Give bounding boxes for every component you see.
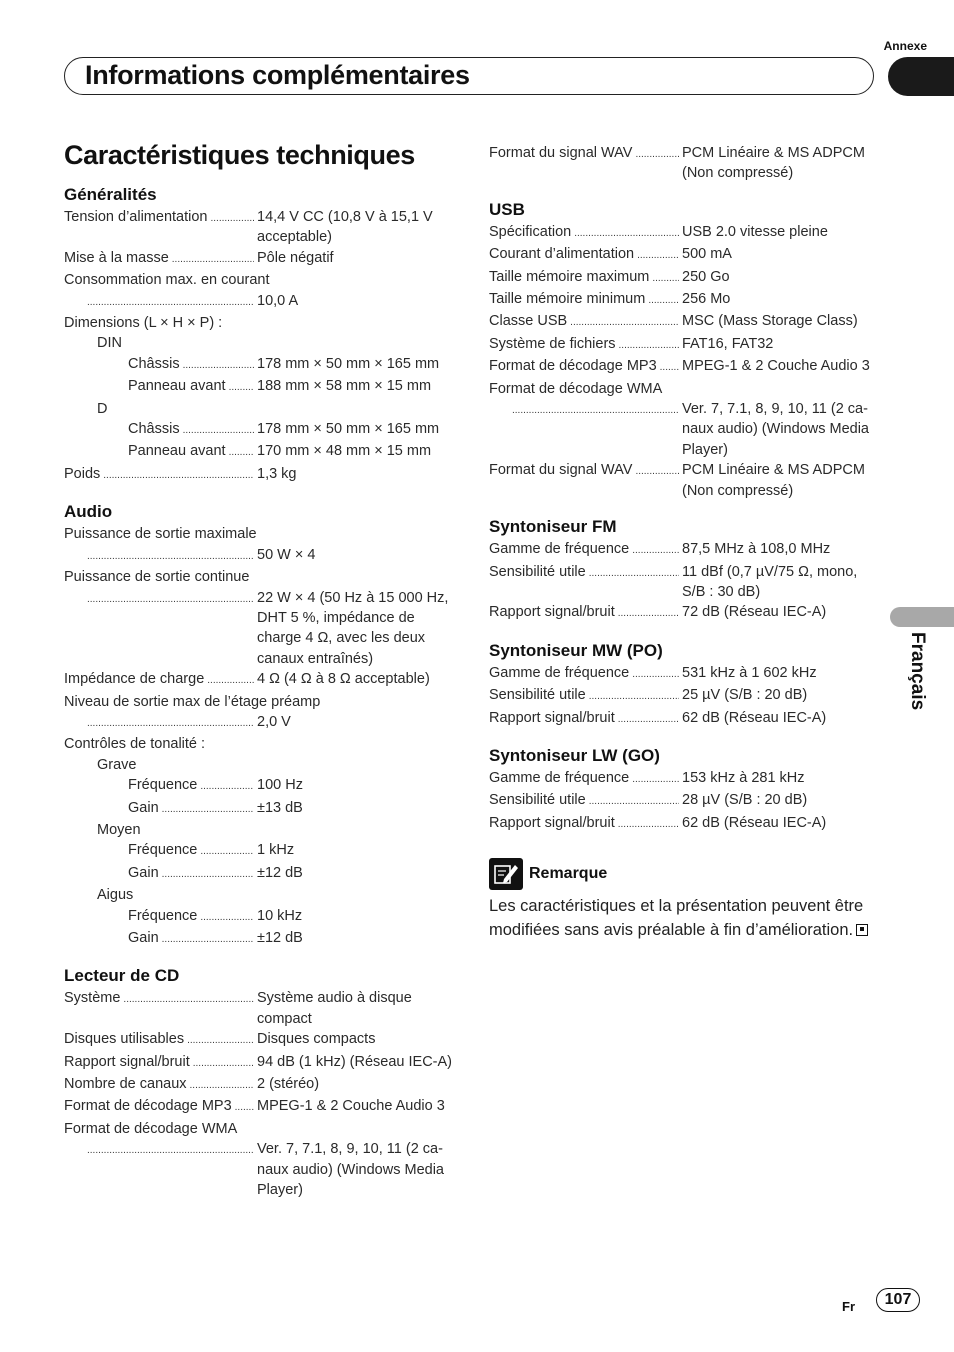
dot-leader [637, 244, 679, 266]
note-header [489, 858, 607, 890]
spec-label-cell [64, 988, 257, 1010]
spec-label: Format du signal WAV [489, 145, 633, 161]
spec-row [64, 712, 454, 734]
spec-value: 28 µV (S/B : 20 dB) [682, 792, 808, 809]
spec-value: 1,3 kg [257, 465, 297, 482]
spec-row [64, 376, 454, 398]
spec-label-cell [64, 1096, 257, 1118]
spec-label-cell [128, 906, 257, 928]
spec-value: 62 dB (Réseau IEC-A) [682, 709, 827, 726]
spec-value: 22 W × 4 (50 Hz à 15 000 Hz, DHT 5 %, impédance de charge 4 Ω, avec les deux canaux entraînés) [257, 589, 449, 667]
dot-leader [87, 545, 254, 567]
dot-leader [660, 356, 679, 378]
spec-value: 62 dB (Réseau IEC-A) [682, 814, 827, 831]
spec-label: Format de décodage WMA [489, 380, 663, 397]
spec-row [64, 567, 454, 587]
spec-label-cell [128, 863, 257, 885]
section-heading: Audio [64, 502, 113, 522]
spec-row [489, 539, 879, 561]
dot-leader [162, 863, 254, 885]
spec-value: Ver. 7, 7.1, 8, 9, 10, 11 (2 ca-naux audio) (Windows Media Player) [682, 401, 869, 458]
spec-label-cell [84, 1139, 257, 1161]
spec-label-cell [489, 143, 682, 165]
spec-row [64, 1139, 454, 1200]
dot-leader [87, 712, 254, 734]
dot-leader [618, 708, 679, 730]
spec-row [489, 708, 879, 730]
spec-row [64, 1096, 454, 1118]
spec-label: Sensibilité utile [489, 687, 586, 704]
page-title: Caractéristiques techniques [64, 140, 415, 170]
spec-label-cell [509, 399, 682, 421]
spec-row [64, 840, 454, 862]
spec-label-cell [84, 712, 257, 734]
spec-label: Tension d’alimentation [64, 209, 208, 225]
dot-leader [200, 775, 254, 797]
spec-row [64, 441, 454, 463]
spec-value: USB 2.0 vitesse pleine [682, 223, 828, 240]
spec-label: Consommation max. en courant [64, 272, 270, 289]
note-text [489, 895, 869, 942]
spec-row [64, 524, 454, 544]
spec-label: D [97, 400, 108, 417]
note-pencil-icon [489, 858, 523, 890]
spec-row [64, 248, 454, 270]
spec-label-cell [489, 685, 682, 707]
spec-row [489, 289, 879, 311]
spec-value: 188 mm × 58 mm × 15 mm [257, 378, 432, 395]
spec-row [64, 798, 454, 820]
dot-leader [652, 267, 679, 289]
spec-row [489, 399, 879, 460]
spec-row [64, 207, 454, 248]
end-mark-icon [856, 924, 868, 936]
dot-leader [187, 1029, 254, 1051]
dot-leader [618, 813, 679, 835]
spec-label: Taille mémoire maximum [489, 268, 650, 285]
spec-label: Sensibilité utile [489, 792, 586, 809]
spec-row [489, 768, 879, 790]
language-tab [890, 607, 954, 627]
spec-value: 170 mm × 48 mm × 15 mm [257, 443, 432, 460]
spec-label-cell [64, 464, 257, 486]
left-column [64, 183, 454, 1200]
dot-leader [589, 562, 679, 584]
spec-row [489, 311, 879, 333]
dot-leader [574, 222, 679, 244]
spec-label-cell [128, 840, 257, 862]
spec-label-cell [489, 708, 682, 730]
dot-leader [589, 790, 679, 812]
dot-leader [632, 663, 679, 685]
spec-value: ±12 dB [257, 930, 303, 946]
spec-value: MPEG-1 & 2 Couche Audio 3 [257, 1098, 445, 1115]
spec-row [489, 267, 879, 289]
dot-leader [618, 602, 679, 624]
dot-leader [162, 928, 254, 950]
spec-row [64, 906, 454, 928]
spec-label: Gain [128, 864, 159, 881]
spec-label-cell [489, 790, 682, 812]
dot-leader [87, 1139, 254, 1161]
spec-row [64, 692, 454, 712]
spec-value: 2 (stéréo) [257, 1076, 320, 1093]
spec-value: 10,0 A [257, 292, 299, 309]
spec-label: Taille mémoire minimum [489, 291, 646, 308]
spec-label: Système [64, 990, 121, 1007]
section-label: Annexe [883, 39, 927, 53]
spec-value: 4 Ω (4 Ω à 8 Ω acceptable) [257, 671, 430, 688]
spec-label-cell [128, 419, 257, 441]
spec-row [64, 1052, 454, 1074]
spec-value: Pôle négatif [257, 249, 334, 266]
spec-value: Disques compacts [257, 1031, 376, 1048]
spec-label-cell [64, 1029, 257, 1051]
spec-row [64, 1119, 454, 1139]
dot-leader [200, 840, 254, 862]
spec-label: Fréquence [128, 907, 198, 924]
spec-value: 531 kHz à 1 602 kHz [682, 664, 817, 681]
spec-label: Disques utilisables [64, 1031, 185, 1048]
spec-label: Format de décodage WMA [64, 1120, 238, 1137]
spec-label-cell [489, 334, 682, 356]
spec-value: 87,5 MHz à 108,0 MHz [682, 541, 831, 558]
spec-label: Gamme de fréquence [489, 769, 630, 786]
spec-label-cell [489, 602, 682, 624]
dot-leader [570, 311, 679, 333]
spec-label-cell [489, 460, 682, 482]
spec-row [64, 928, 454, 950]
spec-label-cell [489, 813, 682, 835]
spec-label-cell [128, 775, 257, 797]
footer-language: Fr [842, 1299, 855, 1314]
section-heading: Généralités [64, 185, 157, 204]
spec-label-cell [84, 291, 257, 313]
dot-leader [512, 399, 679, 421]
spec-value: 2,0 V [257, 713, 291, 730]
spec-value: 14,4 V CC (10,8 V à 15,1 V acceptable) [257, 209, 433, 246]
spec-row [64, 885, 454, 905]
spec-label: Châssis [128, 355, 180, 372]
dot-leader [648, 289, 679, 311]
spec-value: 250 Go [682, 268, 730, 285]
section-heading: Lecteur de CD [64, 966, 180, 986]
spec-row [489, 143, 879, 184]
spec-value: Système audio à disque compact [257, 990, 412, 1027]
spec-label-cell [489, 311, 682, 333]
spec-label-cell [489, 663, 682, 685]
spec-row [64, 1074, 454, 1096]
spec-label-cell [489, 244, 682, 266]
spec-row [489, 222, 879, 244]
spec-row [489, 602, 879, 624]
spec-row [489, 356, 879, 378]
spec-value: ±12 dB [257, 864, 303, 881]
spec-value: 50 W × 4 [257, 546, 316, 563]
note-title: Remarque [529, 865, 608, 882]
header-banner [64, 57, 874, 95]
spec-label: Fréquence [128, 777, 198, 794]
dot-leader [190, 1074, 254, 1096]
dot-leader [183, 354, 254, 376]
spec-label-cell [84, 588, 257, 610]
spec-value: 11 dBf (0,7 µV/75 Ω, mono, S/B : 30 dB) [682, 563, 858, 600]
spec-label: Sensibilité utile [489, 563, 586, 580]
spec-label-cell [489, 356, 682, 378]
spec-row [64, 291, 454, 313]
spec-row [64, 588, 454, 670]
spec-label: Format de décodage MP3 [489, 358, 657, 375]
spec-label-cell [489, 222, 682, 244]
spec-row [489, 562, 879, 603]
section-heading: Syntoniseur FM [489, 517, 617, 537]
spec-label: Classe USB [489, 313, 568, 330]
spec-label-cell [128, 354, 257, 376]
spec-label: Fréquence [128, 842, 198, 859]
spec-value: 500 mA [682, 246, 732, 263]
spec-row [64, 464, 454, 486]
dot-leader [635, 460, 679, 482]
spec-label: Rapport signal/bruit [489, 604, 615, 621]
spec-label-cell [128, 928, 257, 950]
dot-leader [207, 669, 254, 691]
dot-leader [635, 143, 679, 165]
spec-label-cell [489, 267, 682, 289]
spec-value: 1 kHz [257, 842, 295, 859]
spec-value: 10 kHz [257, 907, 303, 924]
spec-row [64, 863, 454, 885]
dot-leader [87, 588, 254, 610]
spec-label: DIN [97, 335, 122, 352]
spec-value: FAT16, FAT32 [682, 335, 774, 352]
spec-value: PCM Linéaire & MS ADPCM (Non compressé) [682, 462, 865, 499]
spec-value: 25 µV (S/B : 20 dB) [682, 687, 808, 704]
dot-leader [589, 685, 679, 707]
dot-leader [172, 248, 254, 270]
spec-label-cell [84, 545, 257, 567]
spec-label: Gamme de fréquence [489, 541, 630, 558]
spec-row [64, 1029, 454, 1051]
spec-label: Gain [128, 930, 159, 946]
spec-value: ±13 dB [257, 799, 303, 816]
dot-leader [229, 441, 254, 463]
spec-label-cell [128, 441, 257, 463]
spec-label: Contrôles de tonalité : [64, 736, 206, 753]
spec-row [64, 419, 454, 441]
spec-row [489, 460, 879, 501]
spec-row [489, 334, 879, 356]
spec-label: Moyen [97, 821, 141, 838]
spec-row [64, 354, 454, 376]
spec-row [64, 988, 454, 1029]
spec-row [64, 399, 454, 419]
page-number: 107 [876, 1288, 920, 1312]
spec-label: Spécification [489, 223, 572, 240]
header-title: Informations complémentaires [85, 60, 470, 90]
spec-value: 100 Hz [257, 777, 303, 794]
spec-value: 178 mm × 50 mm × 165 mm [257, 421, 440, 438]
spec-label: Puissance de sortie continue [64, 569, 250, 586]
spec-label: Panneau avant [128, 443, 226, 460]
spec-row [64, 734, 454, 754]
dot-leader [210, 207, 254, 229]
spec-label: Châssis [128, 421, 180, 438]
dot-leader [632, 539, 679, 561]
spec-label-cell [128, 798, 257, 820]
spec-label-cell [489, 289, 682, 311]
spec-row [64, 820, 454, 840]
spec-row [64, 313, 454, 333]
spec-label-cell [489, 562, 682, 584]
spec-row [64, 545, 454, 567]
dot-leader [123, 988, 254, 1010]
spec-label-cell [489, 768, 682, 790]
spec-label: Impédance de charge [64, 671, 205, 688]
spec-label: Poids [64, 465, 101, 482]
spec-row [64, 270, 454, 290]
spec-row [64, 333, 454, 353]
dot-leader [200, 906, 254, 928]
dot-leader [235, 1096, 254, 1118]
spec-row [489, 813, 879, 835]
spec-label: Panneau avant [128, 378, 226, 395]
spec-label-cell [64, 669, 257, 691]
right-column [489, 143, 879, 835]
spec-row [489, 790, 879, 812]
spec-row [489, 663, 879, 685]
dot-leader [103, 464, 254, 486]
spec-value: MPEG-1 & 2 Couche Audio 3 [682, 358, 870, 375]
dot-leader [87, 291, 254, 313]
language-label: Français [907, 632, 928, 711]
section-heading: Syntoniseur LW (GO) [489, 745, 660, 765]
dot-leader [193, 1052, 254, 1074]
spec-value: 72 dB (Réseau IEC-A) [682, 604, 827, 621]
spec-value: MSC (Mass Storage Class) [682, 313, 858, 330]
section-heading: USB [489, 199, 525, 219]
spec-label: Grave [97, 756, 137, 773]
spec-row [489, 685, 879, 707]
spec-label: Mise à la masse [64, 249, 169, 266]
spec-value: 178 mm × 50 mm × 165 mm [257, 355, 440, 372]
spec-label: Aigus [97, 887, 134, 904]
spec-label-cell [64, 248, 257, 270]
spec-row [64, 755, 454, 775]
spec-row [64, 775, 454, 797]
spec-label: Courant d’alimentation [489, 246, 635, 263]
spec-value: PCM Linéaire & MS ADPCM (Non compressé) [682, 145, 865, 182]
spec-label: Dimensions (L × H × P) : [64, 315, 223, 332]
dot-leader [619, 334, 679, 356]
spec-value: 94 dB (1 kHz) (Réseau IEC-A) [257, 1053, 453, 1070]
spec-label: Puissance de sortie maximale [64, 526, 257, 543]
spec-row [64, 669, 454, 691]
spec-row [489, 379, 879, 399]
spec-label-cell [128, 376, 257, 398]
section-heading: Syntoniseur MW (PO) [489, 640, 663, 660]
spec-label: Rapport signal/bruit [64, 1053, 190, 1070]
spec-label: Rapport signal/bruit [489, 814, 615, 831]
dot-leader [183, 419, 254, 441]
dot-leader [632, 768, 679, 790]
dot-leader [229, 376, 254, 398]
spec-label-cell [64, 207, 257, 229]
spec-value: 256 Mo [682, 291, 731, 308]
spec-label-cell [489, 539, 682, 561]
spec-value: 153 kHz à 281 kHz [682, 769, 805, 786]
section-tab [888, 57, 954, 96]
spec-label-cell [64, 1074, 257, 1096]
spec-label: Format de décodage MP3 [64, 1098, 232, 1115]
spec-label: Système de fichiers [489, 335, 616, 352]
spec-label: Format du signal WAV [489, 462, 633, 479]
spec-label: Rapport signal/bruit [489, 709, 615, 726]
spec-row [489, 244, 879, 266]
spec-label: Niveau de sortie max de l’étage préamp [64, 693, 321, 710]
spec-label: Gamme de fréquence [489, 664, 630, 681]
dot-leader [162, 798, 254, 820]
note-body-text: Les caractéristiques et la présentation peuvent être modifiées sans avis préalable à fin d’amélioration. [489, 897, 864, 939]
spec-label: Gain [128, 799, 159, 816]
spec-value: Ver. 7, 7.1, 8, 9, 10, 11 (2 ca-naux audio) (Windows Media Player) [257, 1141, 444, 1199]
spec-label-cell [64, 1052, 257, 1074]
spec-label: Nombre de canaux [64, 1076, 187, 1093]
